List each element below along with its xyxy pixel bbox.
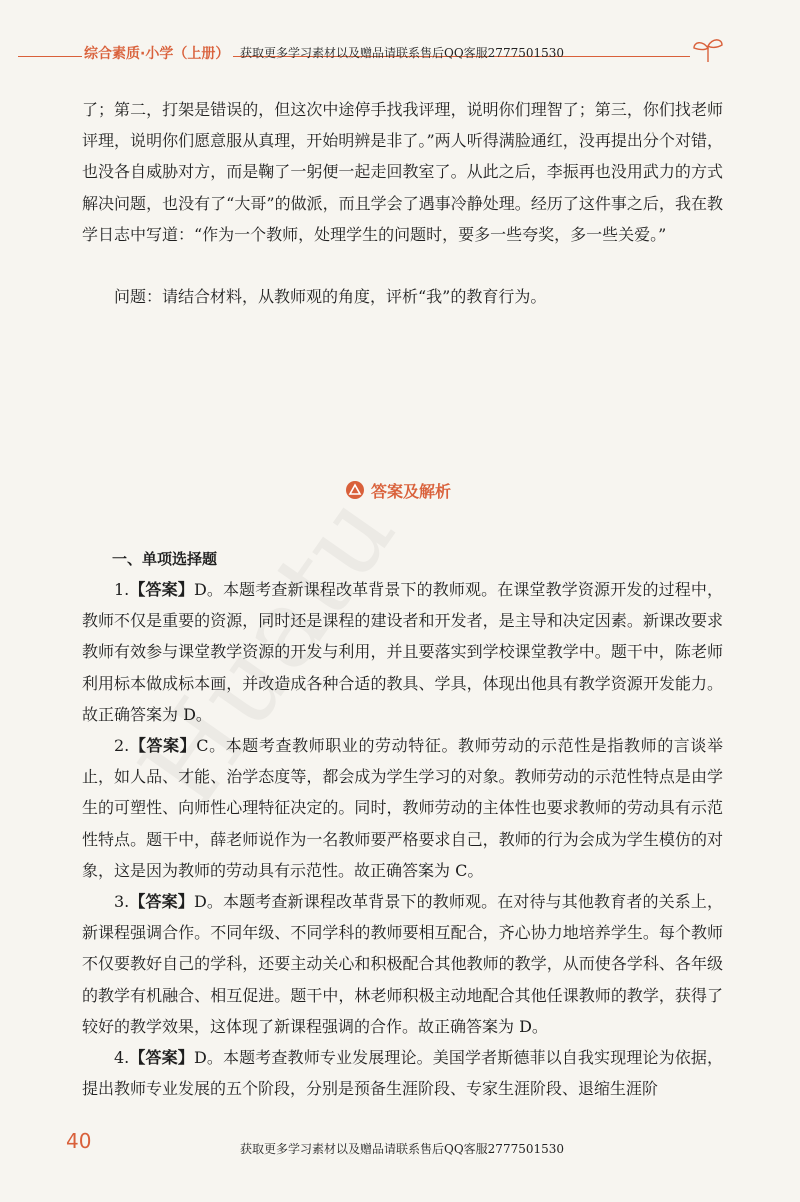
answer-text: C。本题考查教师职业的劳动特征。教师劳动的示范性是指教师的言谈举止，如人品、才能、治学态度等，都会成为学生学习的对象。教师劳动的示范性特点是由学生的可塑性、向师性心理特征决定的。同时，教师劳动的主体性也要求教师的劳动具有示范性特点。题干中，薛老师说作为一名教师要严格要求自己，教师的行为会成为学生模仿的对象，这是因为教师的劳动具有示范性。故正确答案为 C。: [82, 736, 723, 880]
subheading-single-choice: 一、单项选择题: [112, 550, 218, 568]
question-text: 问题：请结合材料，从教师观的角度，评析“我”的教育行为。: [114, 287, 547, 306]
triangle-badge-icon: [345, 480, 365, 500]
book-title: 综合素质·小学（上册）: [82, 43, 233, 63]
page-number: 40: [66, 1129, 92, 1153]
answer-text: D。本题考查新课程改革背景下的教师观。在课堂教学资源开发的过程中，教师不仅是重要的资源，同时还是课程的建设者和开发者，是主导和决定因素。新课改要求教师有效参与课堂教学资源的开发与利用，并且要落实到学校课堂教学中。题干中，陈老师利用标本做成标本画，并改造成各种合适的教具、学具，体现出他具有教学资源开发能力。故正确答案为 D。: [82, 580, 723, 724]
answer-label: 【答案】: [129, 892, 194, 912]
answer-item: [82, 886, 723, 1042]
question-block: [82, 281, 723, 312]
answer-label: 【答案】: [129, 580, 194, 599]
answers-list: [82, 574, 723, 1104]
answers-section-title: [345, 478, 451, 502]
answer-label: 【答案】: [129, 1048, 194, 1068]
answer-number: 2.: [114, 736, 130, 756]
answer-number: 1.: [114, 580, 130, 599]
answer-text: D。本题考查教师专业发展理论。美国学者斯德菲以自我实现理论为依据，提出教师专业发展的五个阶段，分别是预备生涯阶段、专家生涯阶段、退缩生涯阶: [82, 1048, 723, 1099]
section-title-text: 答案及解析: [371, 481, 452, 501]
sprout-icon: [690, 36, 726, 64]
footer-watermark-text: 获取更多学习素材以及赠品请联系售后QQ客服2777501530: [240, 1142, 565, 1156]
answer-item: [82, 1042, 723, 1104]
header-watermark-text: 获取更多学习素材以及赠品请联系售后QQ客服2777501530: [240, 46, 565, 60]
answer-label: 【答案】: [129, 736, 197, 756]
passage-text: [82, 94, 723, 250]
answer-item: [82, 574, 723, 730]
answer-number: 3.: [114, 892, 130, 912]
answer-item: [82, 730, 723, 886]
answer-number: 4.: [114, 1048, 130, 1068]
answer-text: D。本题考查新课程改革背景下的教师观。在对待与其他教育者的关系上，新课程强调合作。不同年级、不同学科的教师要相互配合，齐心协力地培养学生。每个教师不仅要教好自己的学科，还要主动关心和积极配合其他教师的教学，从而使各学科、各年级的教学有机融合、相互促进。题干中，林老师积极主动地配合其他任课教师的教学，获得了较好的教学效果，这体现了新课程强调的合作。故正确答案为 D。: [82, 892, 723, 1036]
passage-paragraph: 了；第二，打架是错误的，但这次中途停手找我评理，说明你们理智了；第三，你们找老师评理，说明你们愿意服从真理，开始明辨是非了。”两人听得满脸通红，没再提出分个对错，也没各自威胁对方，而是鞠了一躬便一起走回教室了。从此之后，李振再也没用武力的方式解决问题，也没有了“大哥”的做派，而且学会了遇事冷静处理。经历了这件事之后，我在教学日志中写道：“作为一个教师，处理学生的问题时，要多一些夸奖，多一些关爱。”: [82, 100, 723, 244]
